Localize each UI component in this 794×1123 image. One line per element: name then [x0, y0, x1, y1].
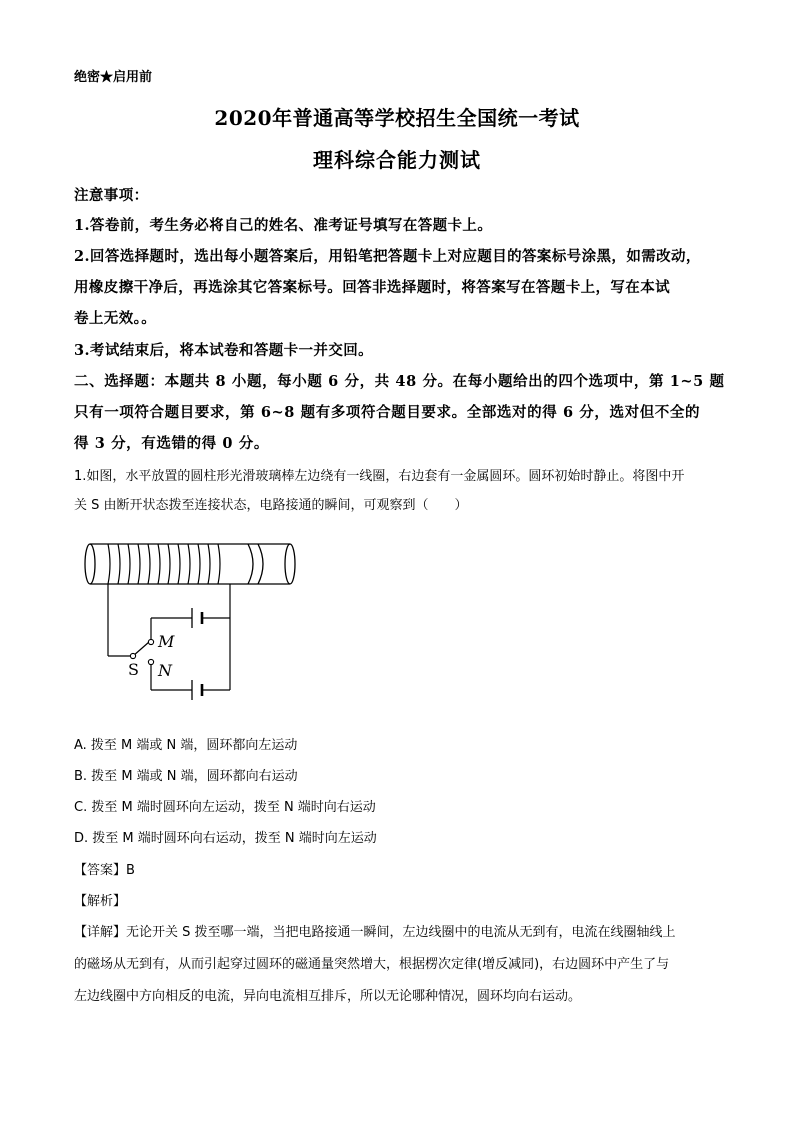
- switch-contact-n: [148, 659, 153, 664]
- detail-line-1: 【详解】无论开关 S 拨至哪一端，当把电路接通一瞬间，左边线圈中的电流从无到有，电流在线圈轴线上: [74, 925, 676, 940]
- option-b: B. 拨至 M 端或 N 端，圆环都向右运动: [74, 769, 298, 784]
- analysis-label: 【解析】: [74, 894, 127, 909]
- notice-item-2-line-2: 用橡皮擦干净后，再选涂其它答案标号。回答非选择题时，将答案写在答题卡上，写在本试: [74, 279, 670, 296]
- label-n: N: [158, 661, 172, 680]
- answer-label: 【答案】: [74, 863, 127, 878]
- section-intro-line-3: 得 3 分，有选错的得 0 分。: [74, 435, 269, 452]
- detail-line-2: 的磁场从无到有，从而引起穿过圆环的磁通量突然增大，根据楞次定律(增反减同)，右边圆环中产生了与: [74, 957, 670, 972]
- section-intro-line-2: 只有一项符合题目要求，第 6~8 题有多项符合题目要求。全部选对的得 6 分，选对但不全的: [74, 404, 701, 421]
- label-m: M: [158, 632, 175, 651]
- detail-line-3: 左边线圈中方向相反的电流，异向电流相互排斥，所以无论哪种情况，圆环均向右运动。: [74, 989, 582, 1004]
- question-stem-line-2: 关 S 由断开状态拨至连接状态，电路接通的瞬间，可观察到（ ）: [74, 498, 468, 513]
- metal-ring-back: [258, 544, 263, 584]
- battery-upper: [192, 608, 202, 628]
- label-s: S: [128, 660, 139, 679]
- coil-windings: [108, 544, 220, 584]
- exam-title: 2020年普通高等学校招生全国统一考试: [214, 106, 580, 130]
- switch-pivot: [130, 653, 135, 658]
- battery-lower: [192, 680, 202, 700]
- rod-right-end: [285, 544, 295, 584]
- circuit-diagram: [78, 530, 303, 700]
- notice-heading: 注意事项：: [74, 187, 149, 204]
- option-d: D. 拨至 M 端时圆环向右运动，拨至 N 端时向左运动: [74, 831, 377, 846]
- exam-subtitle: 理科综合能力测试: [313, 148, 481, 172]
- question-stem-line-1: 1.如图，水平放置的圆柱形光滑玻璃棒左边绕有一线圈，右边套有一金属圆环。圆环初始时静止。将图中开: [74, 469, 685, 484]
- notice-item-2-line-1: 2.回答选择题时，选出每小题答案后，用铅笔把答题卡上对应题目的答案标号涂黑，如需改动，: [74, 248, 701, 265]
- metal-ring: [248, 544, 253, 584]
- notice-item-1: 1.答卷前，考生务必将自己的姓名、准考证号填写在答题卡上。: [74, 217, 493, 234]
- answer-value: B: [126, 863, 135, 878]
- section-intro-line-1: 二、选择题：本题共 8 小题，每小题 6 分，共 48 分。在每小题给出的四个选项中，第 1~5 题: [74, 373, 725, 390]
- option-a: A. 拨至 M 端或 N 端，圆环都向左运动: [74, 738, 298, 753]
- switch-contact-m: [148, 639, 153, 644]
- notice-item-2-line-3: 卷上无效。。: [74, 310, 157, 327]
- rod-left-end: [85, 544, 95, 584]
- option-c: C. 拨至 M 端时圆环向左运动，拨至 N 端时向右运动: [74, 800, 376, 815]
- secret-mark: 绝密★启用前: [74, 70, 153, 85]
- notice-item-3: 3.考试结束后，将本试卷和答题卡一并交回。: [74, 342, 374, 359]
- answer-line: [74, 859, 135, 878]
